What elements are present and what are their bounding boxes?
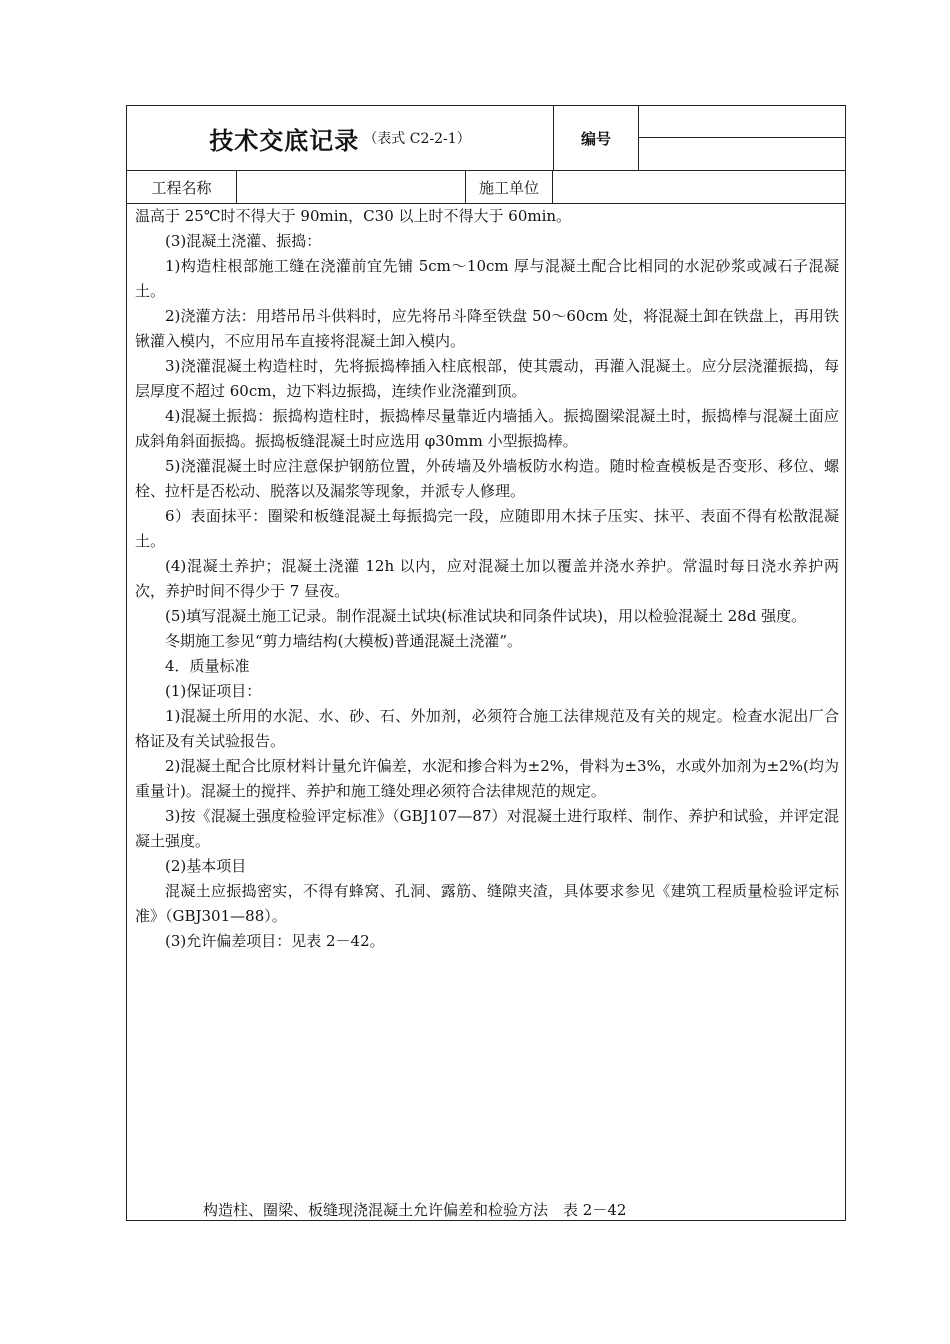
paragraph: 温高于 25℃时不得大于 90min，C30 以上时不得大于 60min。 bbox=[135, 207, 572, 225]
paragraph: 1)混凝土所用的水泥、水、砂、石、外加剂，必须符合施工法律规范及有关的规定。检查水泥出厂合格证及有关试验报告。 bbox=[135, 707, 839, 750]
number-label: 编号 bbox=[554, 106, 639, 170]
title-cell bbox=[127, 106, 554, 170]
number-field-2[interactable] bbox=[639, 138, 845, 170]
paragraph: 1)构造柱根部施工缝在浇灌前宜先铺 5cm～10cm 厚与混凝土配合比相同的水泥砂浆或减石子混凝土。 bbox=[135, 257, 839, 300]
number-field-1[interactable] bbox=[639, 106, 845, 138]
project-name-field[interactable] bbox=[237, 171, 466, 203]
paragraph: 冬期施工参见“剪力墙结构(大模板)普通混凝土浇灌”。 bbox=[165, 632, 523, 650]
paragraph: 4．质量标准 bbox=[165, 657, 250, 675]
content-body bbox=[135, 204, 839, 954]
paragraph: (1)保证项目： bbox=[165, 682, 262, 700]
paragraph: 2)混凝土配合比原材料计量允许偏差，水泥和掺合料为±2%，骨料为±3%，水或外加剂为±2%(均为重量计)。混凝土的搅拌、养护和施工缝处理必须符合法律规范的规定。 bbox=[135, 757, 839, 800]
paragraph: 3)按《混凝土强度检验评定标准》（GBJ107—87）对混凝土进行取样、制作、养护和试验，并评定混凝土强度。 bbox=[135, 807, 839, 850]
paragraph: (5)填写混凝土施工记录。制作混凝土试块(标准试块和同条件试块)，用以检验混凝土 28d 强度。 bbox=[165, 607, 807, 625]
project-name-label: 工程名称 bbox=[127, 171, 237, 203]
info-row bbox=[127, 171, 845, 204]
header-row bbox=[127, 106, 845, 171]
paragraph: 6）表面抹平：圈梁和板缝混凝土每振捣完一段，应随即用木抹子压实、抹平、表面不得有松散混凝土。 bbox=[135, 507, 839, 550]
paragraph: 3)浇灌混凝土构造柱时，先将振捣棒插入柱底根部，使其震动，再灌入混凝土。应分层浇灌振捣，每层厚度不超过 60cm，边下料边振捣，连续作业浇灌到顶。 bbox=[135, 357, 839, 400]
paragraph: (2)基本项目 bbox=[165, 857, 247, 875]
form-code: （表式 C2-2-1） bbox=[363, 131, 471, 147]
construction-unit-label: 施工单位 bbox=[466, 171, 553, 203]
table-caption: 构造柱、圈梁、板缝现浇混凝土允许偏差和检验方法 表 2－42 bbox=[203, 1201, 627, 1219]
record-sheet bbox=[126, 105, 846, 1221]
paragraph: 混凝土应振捣密实，不得有蜂窝、孔洞、露筋、缝隙夹渣，具体要求参见《建筑工程质量检验评定标准》（GBJ301—88）。 bbox=[135, 882, 839, 925]
paragraph: (3)允许偏差项目：见表 2－42。 bbox=[165, 932, 385, 950]
paragraph: (3)混凝土浇灌、振捣： bbox=[165, 232, 322, 250]
paragraph: 2)浇灌方法：用塔吊吊斗供料时，应先将吊斗降至铁盘 50～60cm 处，将混凝土卸在铁盘上，再用铁锹灌入模内，不应用吊车直接将混凝土卸入模内。 bbox=[135, 307, 839, 350]
paragraph: 5)浇灌混凝土时应注意保护钢筋位置，外砖墙及外墙板防水构造。随时检查模板是否变形、移位、螺栓、拉杆是否松动、脱落以及漏浆等现象，并派专人修理。 bbox=[135, 457, 839, 500]
construction-unit-field[interactable] bbox=[553, 171, 845, 203]
paragraph: 4)混凝土振捣：振捣构造柱时，振捣棒尽量靠近内墙插入。振捣圈梁混凝土时，振捣棒与混凝土面应成斜角斜面振捣。振捣板缝混凝土时应选用 φ30mm 小型振捣棒。 bbox=[135, 407, 839, 450]
paragraph: (4)混凝土养护；混凝土浇灌 12h 以内，应对混凝土加以覆盖并浇水养护。常温时每日浇水养护两次，养护时间不得少于 7 昼夜。 bbox=[135, 557, 839, 600]
page-title: 技术交底记录 bbox=[209, 126, 360, 155]
